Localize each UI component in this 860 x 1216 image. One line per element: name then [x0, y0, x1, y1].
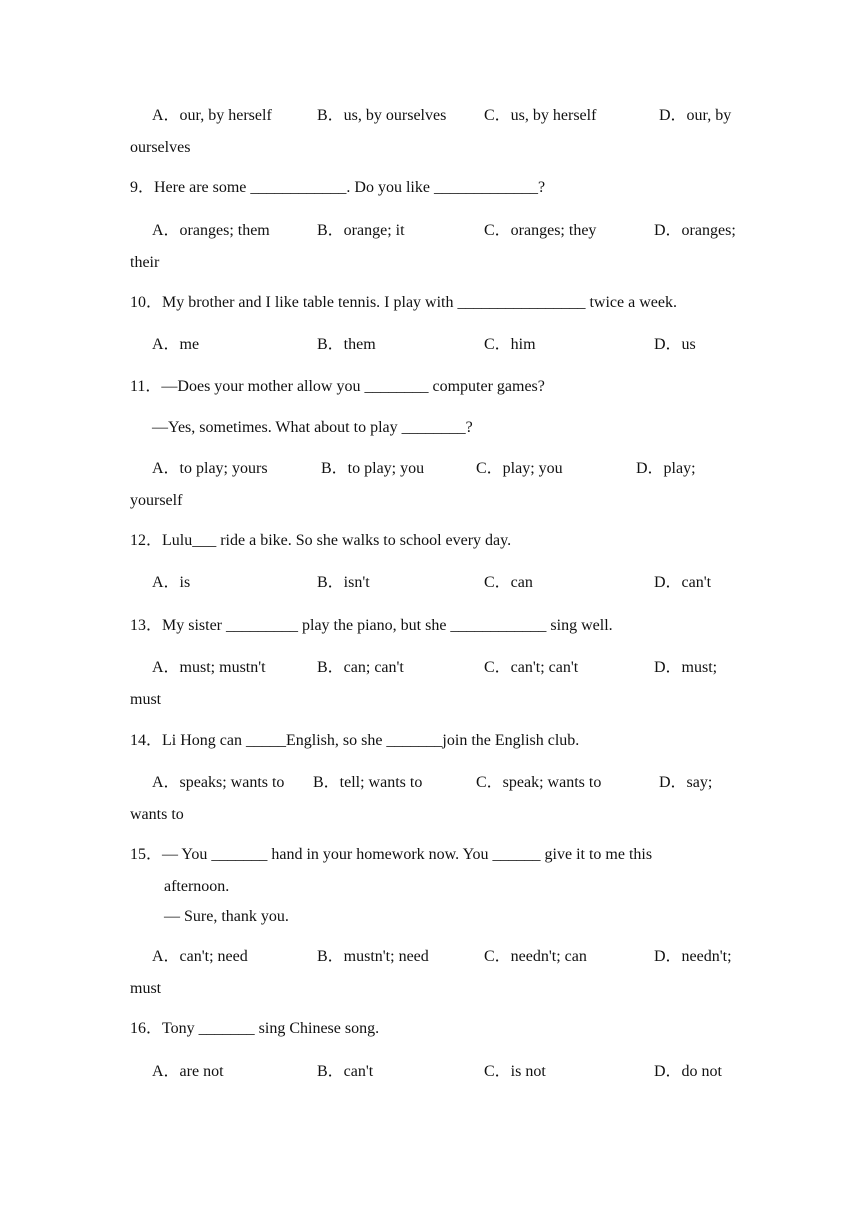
- q14-option-d-continued: wants to: [130, 806, 184, 823]
- q9-stem: 9．Here are some ____________. Do you like _____________?: [130, 179, 546, 196]
- q13-option-b: B．can; can't: [317, 659, 404, 676]
- q10-stem: 10．My brother and I like table tennis. I play with ________________ twice a week.: [130, 294, 677, 311]
- q15-option-d-continued: must: [130, 980, 162, 997]
- q11-option-d-continued: yourself: [130, 492, 183, 509]
- q10-option-a: A．me: [152, 336, 200, 353]
- q10-option-d: D．us: [654, 336, 696, 353]
- q11-option-d: D．play;: [636, 460, 696, 477]
- q10-option-b: B．them: [317, 336, 376, 353]
- q8-option-d: D．our, by: [659, 107, 732, 124]
- q16-option-d: D．do not: [654, 1063, 723, 1080]
- q16-option-c: C．is not: [484, 1063, 546, 1080]
- q11-stem: 11．—Does your mother allow you ________ computer games?: [130, 378, 545, 395]
- q15-stem: 15．— You _______ hand in your homework now. You ______ give it to me this: [130, 846, 653, 863]
- q13-stem: 13．My sister _________ play the piano, but she ____________ sing well.: [130, 617, 613, 634]
- q11-option-b: B．to play; you: [321, 460, 425, 477]
- q14-option-b: B．tell; wants to: [313, 774, 423, 791]
- q13-option-a: A．must; mustn't: [152, 659, 266, 676]
- q8-option-b: B．us, by ourselves: [317, 107, 447, 124]
- q10-option-c: C．him: [484, 336, 536, 353]
- q14-stem: 14．Li Hong can _____English, so she _______join the English club.: [130, 732, 580, 749]
- q15-option-a: A．can't; need: [152, 948, 248, 965]
- q13-option-d: D．must;: [654, 659, 718, 676]
- q15-option-d: D．needn't;: [654, 948, 732, 965]
- q16-option-a: A．are not: [152, 1063, 224, 1080]
- q9-option-d-continued: their: [130, 254, 160, 271]
- q8-option-c: C．us, by herself: [484, 107, 597, 124]
- q12-option-b: B．isn't: [317, 574, 370, 591]
- q15-stem-reply: — Sure, thank you.: [164, 908, 289, 925]
- q9-option-a: A．oranges; them: [152, 222, 270, 239]
- q12-option-a: A．is: [152, 574, 191, 591]
- q14-option-d: D．say;: [659, 774, 713, 791]
- q13-option-c: C．can't; can't: [484, 659, 579, 676]
- q12-option-d: D．can't: [654, 574, 712, 591]
- q14-option-a: A．speaks; wants to: [152, 774, 285, 791]
- q9-option-b: B．orange; it: [317, 222, 405, 239]
- q16-stem: 16．Tony _______ sing Chinese song.: [130, 1020, 380, 1037]
- q15-option-c: C．needn't; can: [484, 948, 587, 965]
- q16-option-b: B．can't: [317, 1063, 374, 1080]
- q8-option-d-continued: ourselves: [130, 139, 191, 156]
- q12-option-c: C．can: [484, 574, 533, 591]
- q14-option-c: C．speak; wants to: [476, 774, 602, 791]
- q15-stem-continued: afternoon.: [164, 878, 230, 895]
- q9-option-c: C．oranges; they: [484, 222, 597, 239]
- q11-option-a: A．to play; yours: [152, 460, 268, 477]
- q13-option-d-continued: must: [130, 691, 162, 708]
- q11-stem-reply: —Yes, sometimes. What about to play ________?: [152, 419, 473, 436]
- q12-stem: 12．Lulu___ ride a bike. So she walks to school every day.: [130, 532, 512, 549]
- q15-option-b: B．mustn't; need: [317, 948, 429, 965]
- q8-option-a: A．our, by herself: [152, 107, 272, 124]
- q9-option-d: D．oranges;: [654, 222, 736, 239]
- q11-option-c: C．play; you: [476, 460, 563, 477]
